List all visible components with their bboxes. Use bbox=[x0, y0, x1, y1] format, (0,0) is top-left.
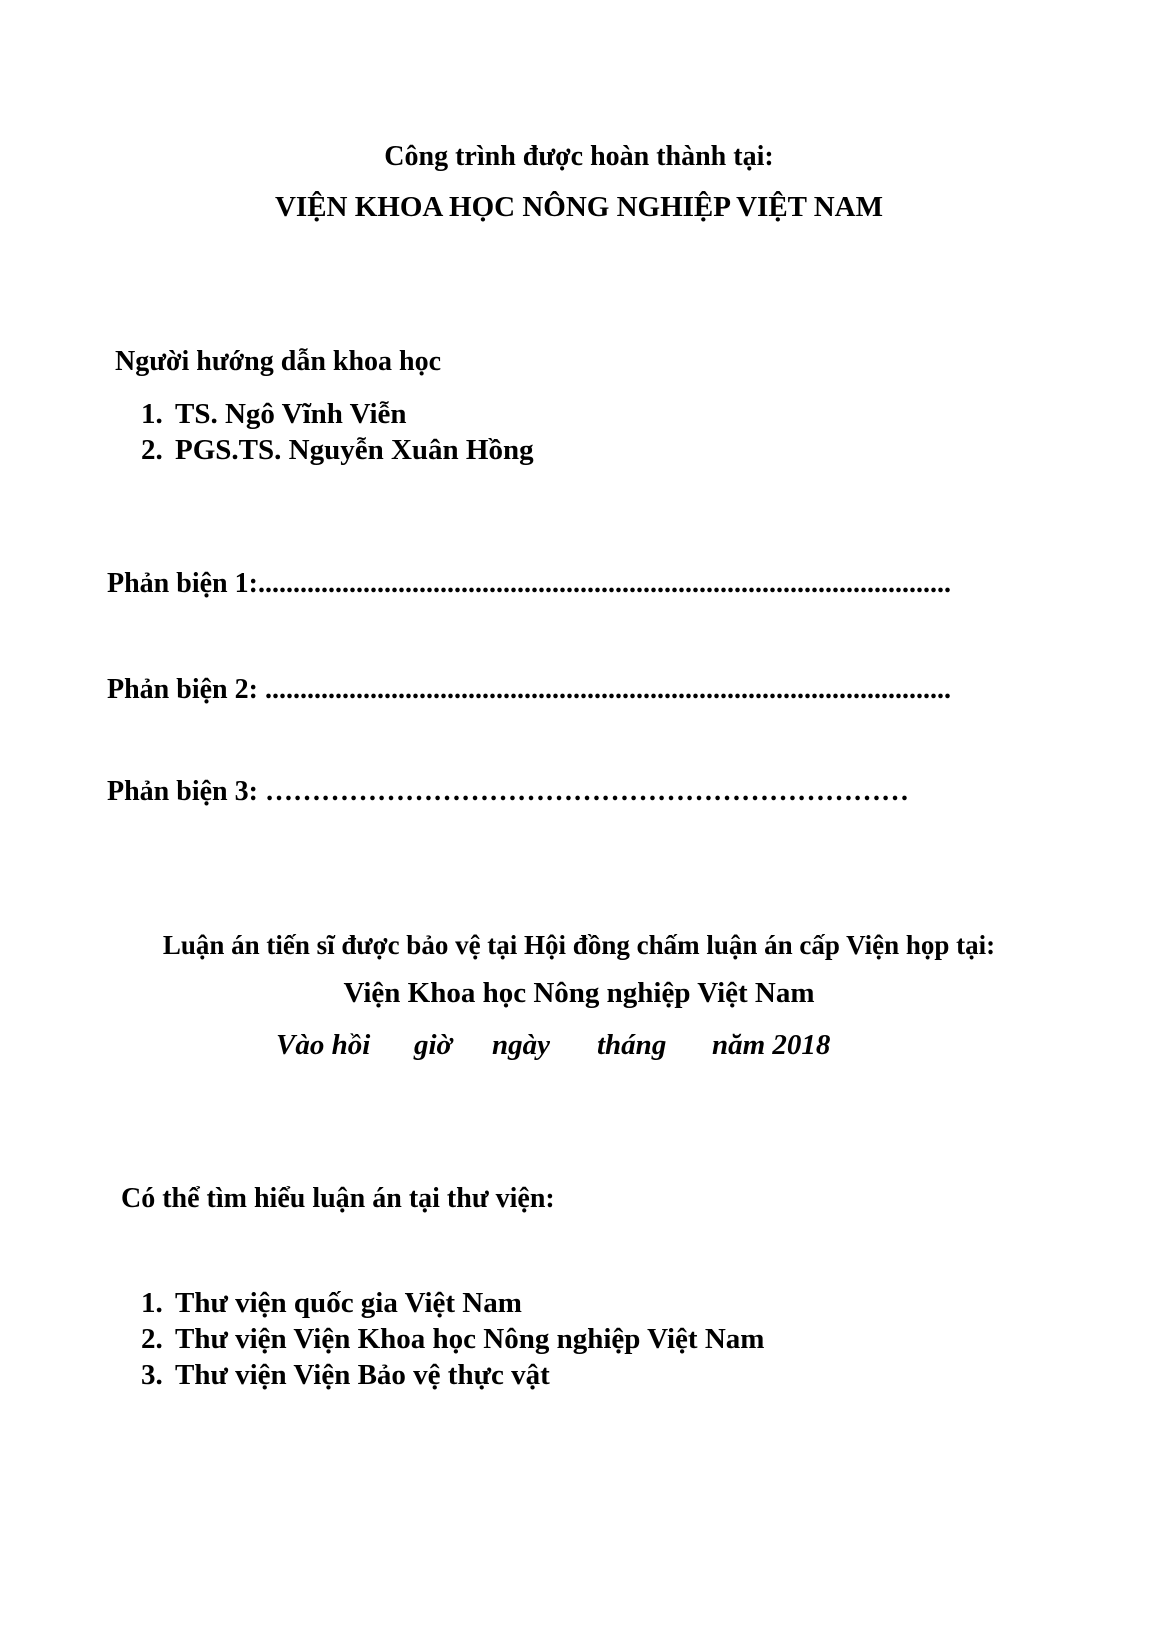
reviewer-label: Phản biện 1: bbox=[107, 568, 258, 599]
supervisor-name: TS. Ngô Vĩnh Viễn bbox=[175, 398, 407, 430]
library-name: Thư viện quốc gia Việt Nam bbox=[175, 1287, 522, 1319]
reviewer-line bbox=[107, 673, 951, 707]
reviewer-blank: ................................................................................................... bbox=[257, 568, 951, 599]
datetime-hour: Vào hồi bbox=[276, 1029, 371, 1061]
datetime-year: năm 2018 bbox=[712, 1029, 831, 1061]
library-item bbox=[141, 1285, 764, 1321]
supervisors-title: Người hướng dẫn khoa học bbox=[115, 346, 442, 377]
reviewer-line bbox=[107, 567, 951, 601]
libraries-title: Có thể tìm hiểu luận án tại thư viện: bbox=[121, 1183, 555, 1214]
library-number: 3. bbox=[141, 1359, 163, 1391]
reviewer-blank: …………………………………………………………… bbox=[264, 776, 909, 807]
datetime-day: ngày bbox=[492, 1029, 550, 1061]
library-number: 1. bbox=[141, 1287, 163, 1319]
reviewer-label: Phản biện 2: bbox=[107, 674, 265, 705]
datetime-minute: giờ bbox=[414, 1029, 453, 1061]
library-name: Thư viện Viện Bảo vệ thực vật bbox=[175, 1359, 550, 1391]
library-item bbox=[141, 1321, 764, 1357]
reviewer-blank: .................................................................................................. bbox=[264, 674, 951, 705]
supervisor-number: 2. bbox=[141, 434, 163, 466]
institution-title: VIỆN KHOA HỌC NÔNG NGHIỆP VIỆT NAM bbox=[274, 191, 883, 223]
supervisor-item bbox=[141, 432, 534, 468]
supervisor-number: 1. bbox=[141, 398, 163, 430]
library-number: 2. bbox=[141, 1323, 163, 1355]
completion-heading: Công trình được hoàn thành tại: bbox=[384, 141, 774, 172]
library-item bbox=[141, 1357, 764, 1393]
defense-statement: Luận án tiến sĩ được bảo vệ tại Hội đồng chấm luận án cấp Viện họp tại: bbox=[162, 930, 996, 960]
library-name: Thư viện Viện Khoa học Nông nghiệp Việt Nam bbox=[175, 1323, 765, 1355]
libraries-list bbox=[141, 1285, 764, 1393]
supervisor-name: PGS.TS. Nguyễn Xuân Hồng bbox=[175, 434, 534, 466]
datetime-month: tháng bbox=[597, 1029, 667, 1061]
reviewer-line bbox=[107, 775, 909, 809]
defense-datetime bbox=[0, 1027, 1158, 1063]
supervisor-item bbox=[141, 396, 534, 432]
defense-venue: Viện Khoa học Nông nghiệp Việt Nam bbox=[343, 977, 815, 1009]
supervisors-list bbox=[141, 396, 534, 468]
reviewer-label: Phản biện 3: bbox=[107, 776, 265, 807]
